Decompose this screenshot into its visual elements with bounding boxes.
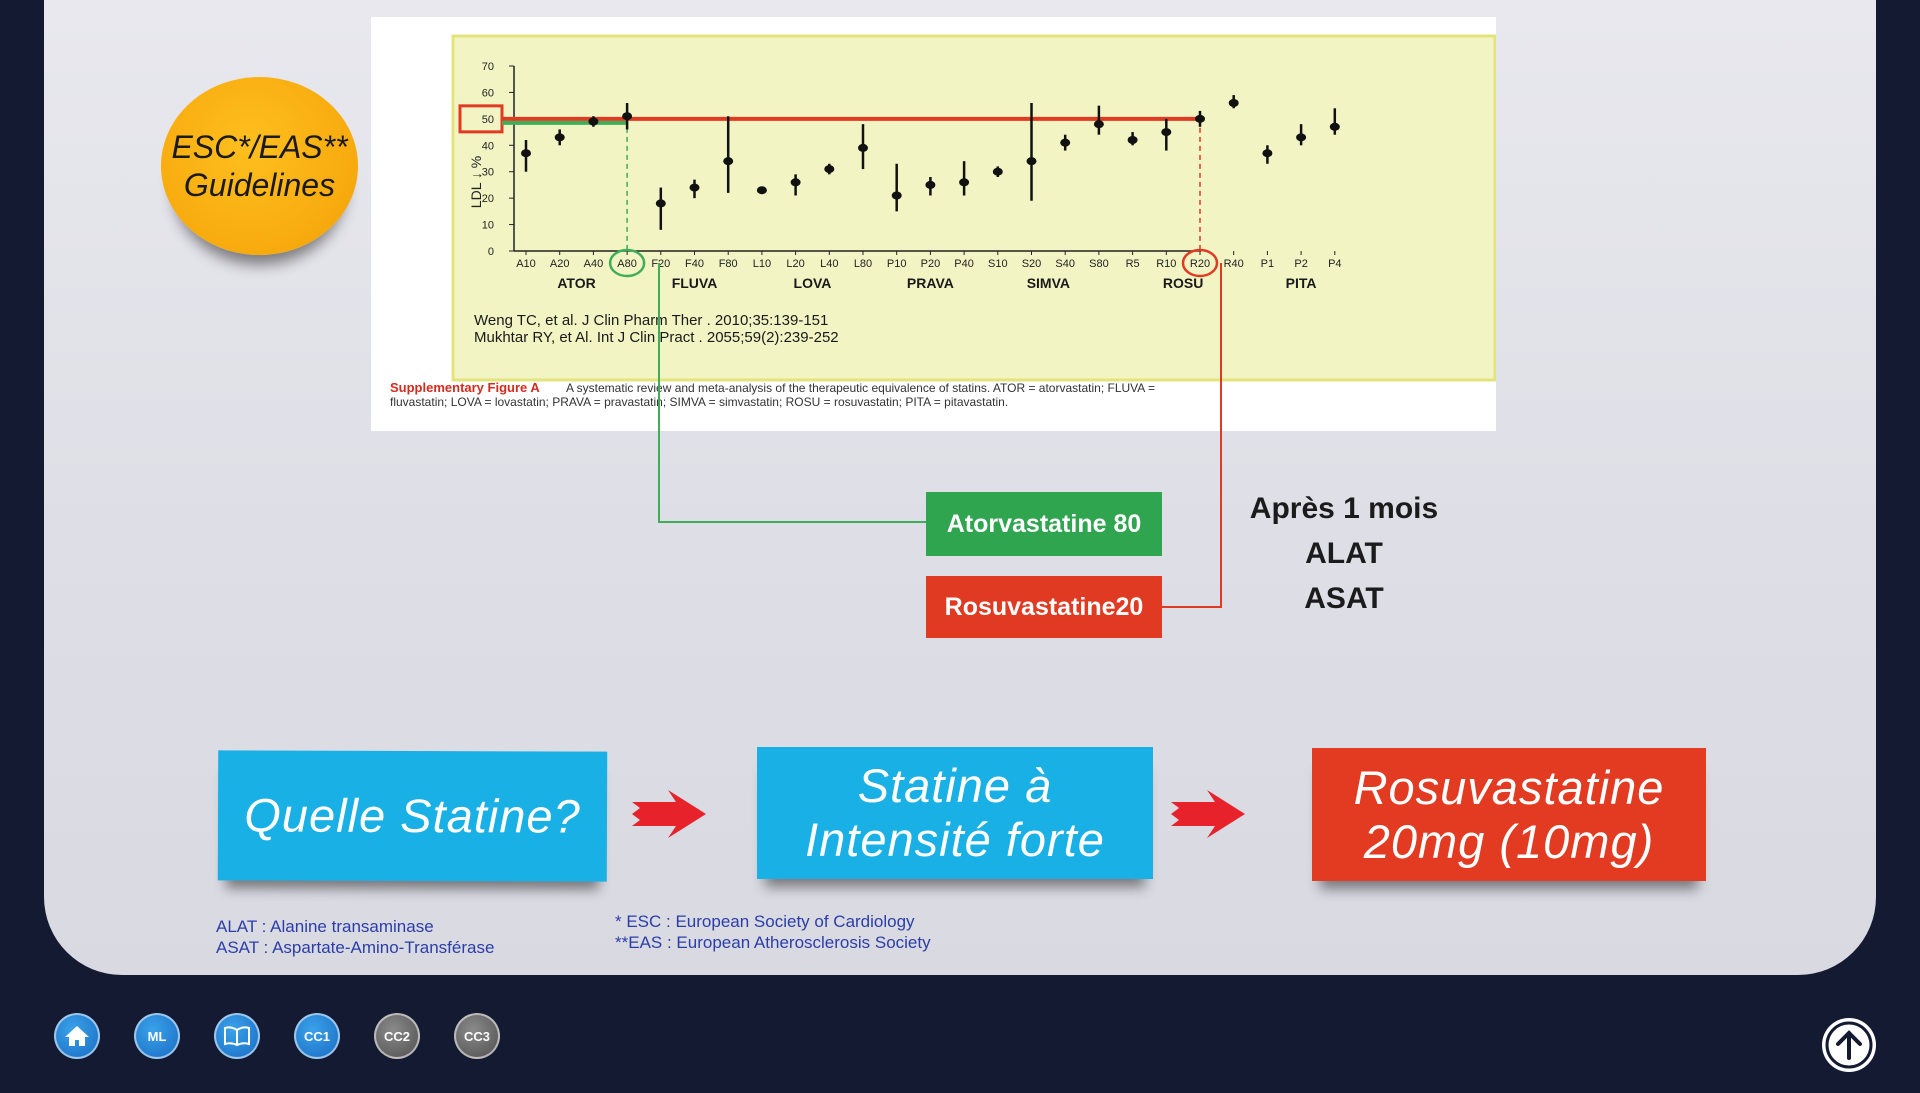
citation-1: Weng TC, et al. J Clin Pharm Ther . 2010;35:139-151 — [474, 312, 829, 329]
rosuva-leader-line — [1162, 263, 1221, 607]
step2-line-2: Intensité forte — [805, 813, 1105, 866]
home-icon — [64, 1024, 90, 1048]
arrow-right-icon — [1167, 784, 1247, 844]
x-tick-label-R40: R40 — [1223, 258, 1244, 270]
step3-line-2: 20mg (10mg) — [1363, 814, 1655, 868]
x-tick-label-A20: A20 — [549, 258, 570, 270]
x-tick-label-P10: P10 — [886, 258, 907, 270]
after-asat: ASAT — [1304, 582, 1384, 615]
rosuvastatine-20-label: Rosuvastatine20 — [926, 576, 1162, 638]
group-label-fluva: FLUVA — [671, 275, 718, 291]
badge-line-2: Guidelines — [183, 167, 336, 203]
x-tick-label-P40: P40 — [954, 258, 974, 270]
x-tick-label-P2: P2 — [1294, 258, 1308, 270]
y-tick-label: 50 — [481, 113, 494, 126]
y-tick-label: 30 — [481, 166, 494, 179]
x-tick-label-S80: S80 — [1089, 258, 1109, 270]
after-title: Après 1 mois — [1249, 492, 1439, 525]
arrow-up-icon — [1824, 1020, 1874, 1070]
book-button[interactable] — [214, 1013, 260, 1059]
x-tick-label-L80: L80 — [853, 258, 873, 270]
step-rosuvastatine-dose — [1312, 748, 1706, 881]
societies-footnote — [615, 911, 931, 953]
atorva-leader-line — [659, 263, 926, 522]
x-tick-label-R5: R5 — [1125, 258, 1140, 270]
abbreviations-footnote — [216, 916, 494, 958]
cc2-label: CC2 — [383, 1028, 410, 1044]
x-tick-label-F80: F80 — [718, 258, 738, 270]
step1-text: Quelle Statine? — [244, 788, 581, 843]
slide-panel — [44, 0, 1876, 975]
x-tick-label-A10: A10 — [516, 258, 536, 270]
x-tick-label-P1: P1 — [1260, 258, 1275, 270]
x-tick-label-S40: S40 — [1055, 258, 1075, 270]
x-tick-label-P4: P4 — [1328, 258, 1342, 270]
footnote-esc: * ESC : European Society of Cardiology — [615, 912, 915, 931]
caption-title: Supplementary Figure A — [390, 380, 540, 395]
scroll-to-top-button[interactable] — [1822, 1018, 1876, 1072]
caption-line-2: fluvastatin; LOVA = lovastatin; PRAVA = pravastatin; SIMVA = simvastatin; ROSU = rosuvastatin; PITA = pitavastatin. — [390, 395, 1009, 409]
x-tick-label-L10: L10 — [752, 258, 772, 270]
x-tick-label-P20: P20 — [920, 258, 941, 270]
ml-label: ML — [147, 1028, 167, 1044]
cc1-button[interactable] — [294, 1013, 340, 1059]
after-one-month-text — [1234, 486, 1454, 621]
y-tick-label: 60 — [481, 87, 494, 100]
x-tick-label-R20: R20 — [1189, 258, 1211, 270]
step2-line-1: Statine à — [857, 759, 1053, 812]
step-which-statin — [218, 750, 607, 881]
x-tick-label-F20: F20 — [651, 258, 671, 270]
cc3-label: CC3 — [463, 1028, 490, 1044]
cc3-button[interactable] — [454, 1013, 500, 1059]
arrow-right-icon — [628, 784, 708, 844]
citation-2: Mukhtar RY, et Al. Int J Clin Pract . 2055;59(2):239-252 — [474, 329, 839, 346]
group-label-ator: ATOR — [557, 275, 596, 291]
group-label-lova: LOVA — [793, 275, 832, 291]
y-tick-label: 40 — [481, 140, 494, 153]
y-tick-label: 20 — [481, 193, 494, 206]
x-tick-label-S10: S10 — [988, 258, 1008, 270]
group-label-prava: PRAVA — [906, 275, 954, 291]
y-axis-label: LDL ↓ % — [468, 155, 484, 209]
footnote-asat: ASAT : Aspartate-Amino-Transférase — [216, 938, 495, 957]
after-alat: ALAT — [1305, 537, 1383, 570]
group-label-simva: SIMVA — [1026, 275, 1071, 291]
atorvastatine-80-label: Atorvastatine 80 — [926, 492, 1162, 556]
x-tick-label-F40: F40 — [685, 258, 704, 270]
group-label-pita: PITA — [1285, 275, 1317, 291]
footnote-eas: **EAS : European Atherosclerosis Society — [615, 933, 931, 952]
step3-line-1: Rosuvastatine — [1353, 760, 1665, 814]
y-tick-label: 70 — [481, 61, 494, 73]
ml-button[interactable] — [134, 1013, 180, 1059]
y-tick-label: 10 — [481, 219, 494, 232]
step-high-intensity-statin — [757, 747, 1153, 879]
group-label-rosu: ROSU — [1162, 275, 1204, 291]
cc1-label: CC1 — [303, 1028, 330, 1044]
x-tick-label-R10: R10 — [1156, 258, 1177, 270]
x-tick-label-L20: L20 — [786, 258, 805, 270]
y-tick-label: 0 — [487, 246, 494, 258]
x-tick-label-L40: L40 — [820, 258, 839, 270]
footnote-alat: ALAT : Alanine transaminase — [216, 917, 434, 936]
badge-line-1: ESC*/EAS** — [171, 129, 348, 165]
caption-line-1: A systematic review and meta-analysis of the therapeutic equivalence of statins. ATOR = atorvastatin; FLUVA = — [566, 381, 1155, 395]
cc2-button[interactable] — [374, 1013, 420, 1059]
x-tick-label-S20: S20 — [1021, 258, 1042, 270]
home-button[interactable] — [54, 1013, 100, 1059]
book-icon — [223, 1025, 251, 1047]
x-tick-label-A80: A80 — [617, 258, 637, 270]
x-tick-label-A40: A40 — [583, 258, 604, 270]
